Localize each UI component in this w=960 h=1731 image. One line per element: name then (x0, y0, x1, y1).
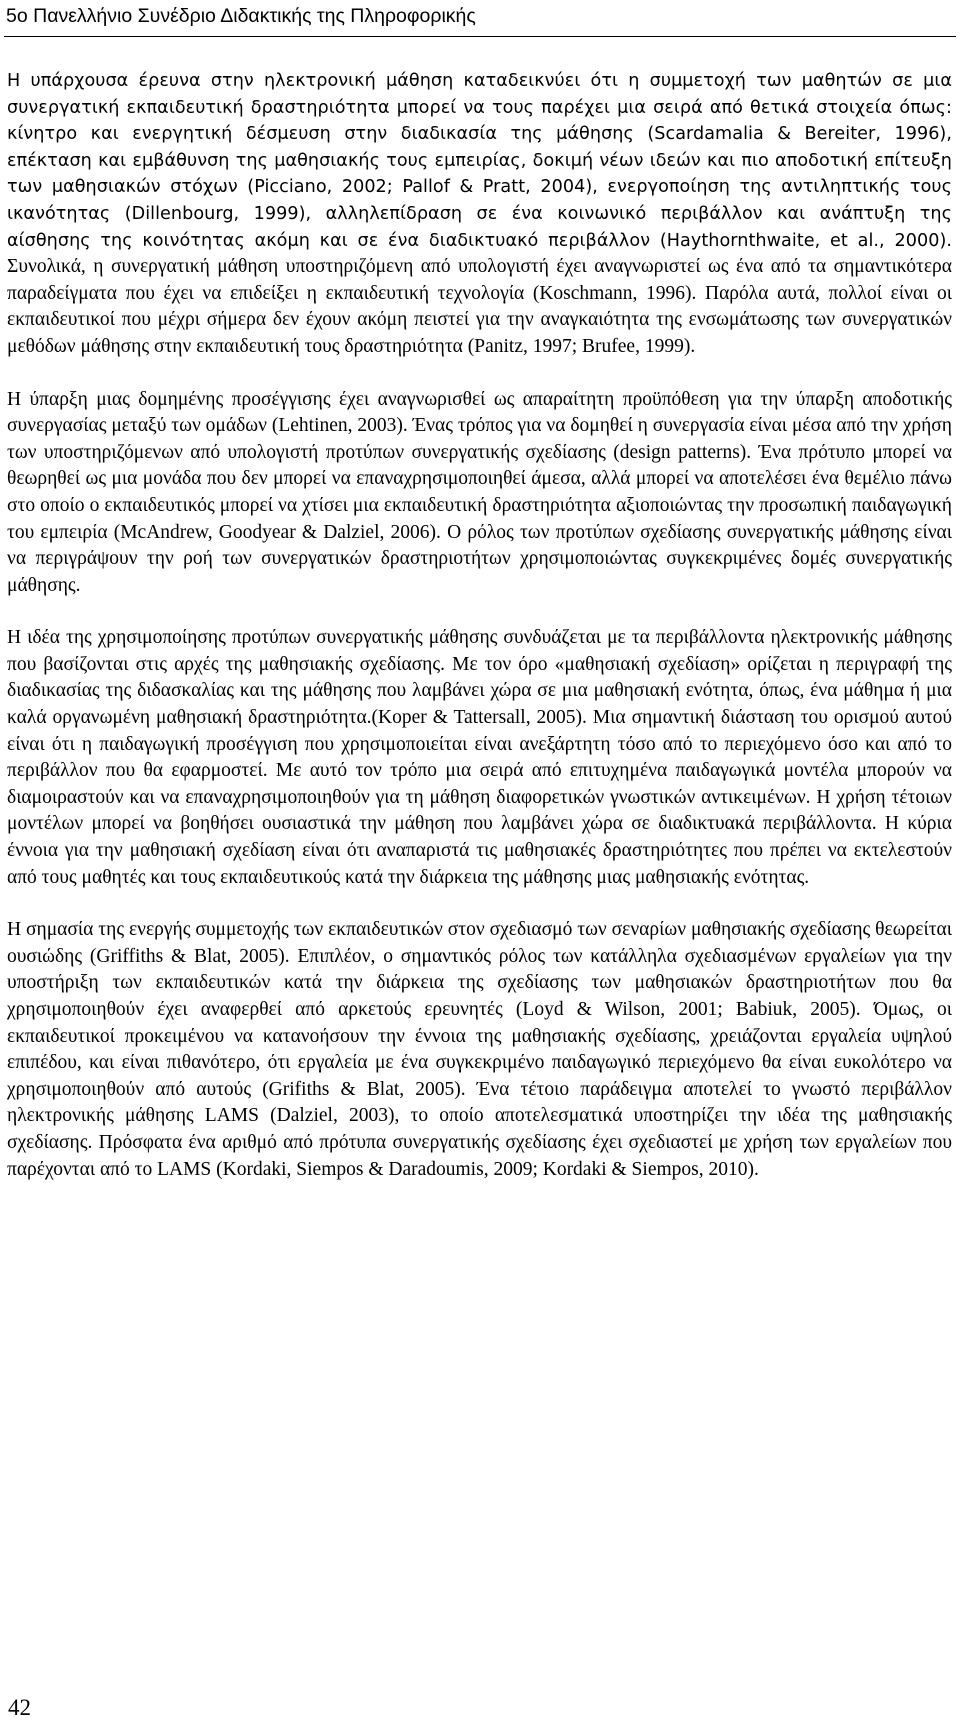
paragraph-1-intro: Η υπάρχουσα έρευνα στην ηλεκτρονική μάθηση καταδεικνύει ότι η συμμετοχή των μαθητών σε μια συνεργατική εκπαιδευτική δραστηριότητα μπορεί να τους παρέχει μια σειρά από θετικά στοιχεία όπως: κίνητρο και ενεργητική δέσμευση στην διαδικασία της μάθησης (Scardamalia & Bereiter, 1996), επέκταση και εμβάθυνση της μαθησιακής τους εμπειρίας, δοκιμή νέων ιδεών και πιο αποδοτική επίτευξη των μαθησιακών στόχων (Picciano, 2002; Pallof & Pratt, 2004), ενεργοποίηση της αντιληπτικής τους ικανότητας (Dillenbourg, 1999), αλληλεπίδραση σε ένα κοινωνικό περιβάλλον και ανάπτυξη της αίσθησης της κοινότητας ακόμη και σε ένα διαδικτυακό περιβάλλον (Haythornthwaite, et al., 2000). (7, 71, 952, 251)
body-text (7, 68, 952, 1209)
paragraph-3: Η ιδέα της χρησιμοποίησης προτύπων συνεργατικής μάθησης συνδυάζεται με τα περιβάλλοντα ηλεκτρονικής μάθησης που βασίζονται στις αρχές της μαθησιακής σχεδίασης. Με τον όρο «μαθησιακή σχεδίαση» ορίζεται η περιγραφή της διαδικασίας της διδασκαλίας και της μάθησης που λαμβάνει χώρα σε μια μαθησιακή ενότητα, όπως, ένα μάθημα ή μια καλά οργανωμένη μαθησιακή δραστηριότητα.(Koper & Tattersall, 2005). Μια σημαντική διάσταση του ορισμού αυτού είναι ότι η παιδαγωγική προσέγγιση που χρησιμοποιείται είναι ανεξάρτητη τόσο από το περιεχόμενο όσο και από το περιβάλλον που θα εφαρμοστεί. Με αυτό τον τρόπο μια σειρά από επιτυχημένα παιδαγωγικά μοντέλα μπορούν να διαμοιραστούν και να επαναχρησιμοποιηθούν για τη μάθηση διαφορετικών γνωστικών αντικειμένων. Η χρήση τέτοιων μοντέλων μπορεί να βοηθήσει ουσιαστικά την μάθηση που λαμβάνει χώρα σε διαδικτυακά περιβάλλοντα. Η κύρια έννοια για την μαθησιακή σχεδίαση είναι ότι αναπαριστά τις μαθησιακές δραστηριότητες που πρέπει να εκτελεστούν από τους μαθητές και τους εκπαιδευτικούς κατά την διάρκεια της μάθησης μιας μαθησιακής ενότητας. (7, 627, 952, 888)
paragraph-4: Η σημασία της ενεργής συμμετοχής των εκπαιδευτικών στον σχεδιασμό των σεναρίων μαθησιακής σχεδίασης θεωρείται ουσιώδης (Griffiths & Blat, 2005). Επιπλέον, ο σημαντικός ρόλος των κατάλληλα σχεδιασμένων εργαλείων για την υποστήριξη των εκπαιδευτικών κατά την διάρκεια της σχεδίασης των μαθησιακών δραστηριοτήτων που θα χρησιμοποιηθούν έχει αναφερθεί από αρκετούς ερευνητές (Loyd & Wilson, 2001; Babiuk, 2005). Όμως, οι εκπαιδευτικοί προκειμένου να κατανοήσουν την έννοια της μαθησιακής σχεδίασης, χρειάζονται εργαλεία υψηλού επιπέδου, και είναι πιθανότερο, ότι εργαλεία με ένα συγκεκριμένο παιδαγωγικό περιεχόμενο θα είναι ευκολότερο να χρησιμοποιηθούν από αυτούς (Grifiths & Blat, 2005). Ένα τέτοιο παράδειγμα αποτελεί το γνωστό περιβάλλον ηλεκτρονικής μάθησης LAMS (Dalziel, 2003), το οποίο αποτελεσματικά υποστηρίζει την ιδέα της μαθησιακής σχεδίασης. Πρόσφατα ένα αριθμό από πρότυπα συνεργατικής σχεδίασης έχει σχεδιαστεί με χρήση των εργαλείων που παρέχονται από το LAMS (Kordaki, Siempos & Daradoumis, 2009; Kordaki & Siempos, 2010). (7, 919, 952, 1180)
running-header-title: 5ο Πανελλήνιο Συνέδριο Διδακτικής της Πληροφορικής (6, 5, 476, 27)
paragraph-2: Η ύπαρξη μιας δομημένης προσέγγισης έχει αναγνωρισθεί ως απαραίτητη προϋπόθεση για την ύπαρξη αποδοτικής συνεργασίας μεταξύ των ομάδων (Lehtinen, 2003). Ένας τρόπος για να δομηθεί η συνεργασία είναι μέσα από την χρήση των υποστηριζόμενων από υπολογιστή προτύπων συνεργατικής σχεδίασης (design patterns). Ένα πρότυπο μπορεί να θεωρηθεί ως μια μονάδα που δεν μπορεί να επαναχρησιμοποιηθεί άμεσα, αλλά μπορεί να αποτελέσει ένα θεμέλιο πάνω στο οποίο ο εκπαιδευτικός μπορεί να χτίσει μια εκπαιδευτική δραστηριότητα αξιοποιώντας την προσωπική παιδαγωγική του εμπειρία (McAndrew, Goodyear & Dalziel, 2006). Ο ρόλος των προτύπων σχεδίασης συνεργατικής μάθησης είναι να περιγράψουν την ροή των συνεργατικών δραστηριοτήτων χρησιμοποιώντας συγκεκριμένες δομές συνεργατικής μάθησης. (7, 388, 952, 596)
paragraph-1-rest: Συνολικά, η συνεργατική μάθηση υποστηριζόμενη από υπολογιστή έχει αναγνωριστεί ως ένα από τα σημαντικότερα παραδείγματα που έχει να επιδείξει η εκπαιδευτική τεχνολογία (Koschmann, 1996). Παρόλα αυτά, πολλοί είναι οι εκπαιδευτικοί που μέχρι σήμερα δεν έχουν ακόμη πειστεί για την αναγκαιότητα της ενσωμάτωσης των συνεργατικών μεθόδων μάθησης στην εκπαιδευτική τους δραστηριότητα (Panitz, 1997; Brufee, 1999). (7, 256, 952, 357)
page-number: 42 (8, 1695, 31, 1720)
paragraph-1 (7, 68, 952, 361)
header-divider (4, 36, 956, 37)
